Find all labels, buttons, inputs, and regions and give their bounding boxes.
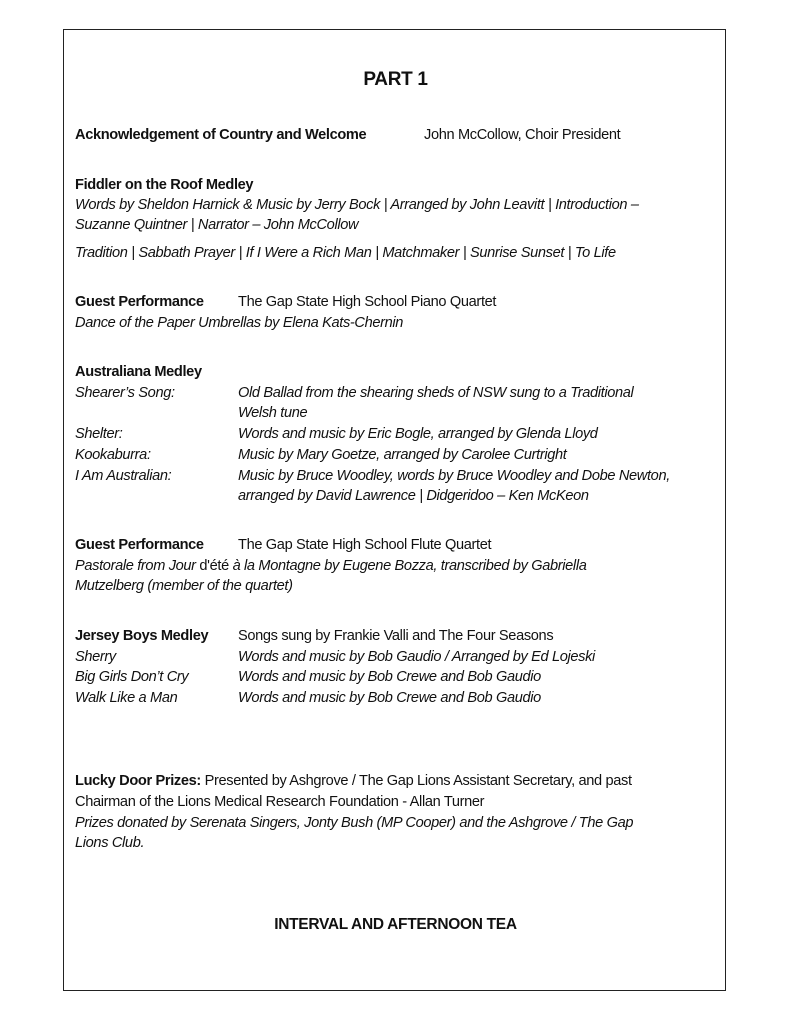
fiddler-songs: Tradition | Sabbath Prayer | If I Were a Rich Man | Matchmaker | Sunrise Sunset | To Life xyxy=(75,245,616,261)
australiana-heading: Australiana Medley xyxy=(75,364,202,380)
prizes-line1 xyxy=(75,771,632,791)
interval-heading: INTERVAL AND AFTERNOON TEA xyxy=(274,916,517,933)
fiddler-credits-line2: Suzanne Quintner | Narrator – John McCollow xyxy=(75,217,359,233)
page-border xyxy=(63,29,726,991)
australiana-song: Shelter: xyxy=(75,426,123,442)
page-title: PART 1 xyxy=(363,69,428,90)
welcome-presenter: John McCollow, Choir President xyxy=(424,127,621,143)
guest1-label: Guest Performance xyxy=(75,294,204,310)
australiana-desc: arranged by David Lawrence | Didgeridoo – Ken McKeon xyxy=(238,488,589,504)
australiana-desc: Music by Bruce Woodley, words by Bruce Woodley and Dobe Newton, xyxy=(238,468,670,484)
jersey-heading: Jersey Boys Medley xyxy=(75,628,209,644)
fiddler-credits-line1: Words by Sheldon Harnick & Music by Jerry Bock | Arranged by John Leavitt | Introduction – xyxy=(75,197,639,213)
guest2-piece-a: Pastorale from Jour xyxy=(75,558,200,574)
guest2-label: Guest Performance xyxy=(75,537,204,553)
jersey-song: Walk Like a Man xyxy=(75,690,178,706)
prizes-label: Lucky Door Prizes: xyxy=(75,773,201,789)
prizes-donors-line1: Prizes donated by Serenata Singers, Jonty Bush (MP Cooper) and the Ashgrove / The Gap xyxy=(75,815,634,831)
jersey-desc: Words and music by Bob Gaudio / Arranged by Ed Lojeski xyxy=(238,649,595,665)
guest2-piece-b: d'été xyxy=(199,558,233,574)
guest1-piece: Dance of the Paper Umbrellas by Elena Kats-Chernin xyxy=(75,315,404,331)
australiana-song: Kookaburra: xyxy=(75,447,151,463)
guest2-piece-c: à la Montagne by Eugene Bozza, transcribed by Gabriella xyxy=(232,558,587,574)
guest2-performer: The Gap State High School Flute Quartet xyxy=(238,537,492,553)
guest2-piece-line2: Mutzelberg (member of the quartet) xyxy=(75,578,293,594)
prizes-line2: Chairman of the Lions Medical Research Foundation - Allan Turner xyxy=(75,794,485,810)
guest2-piece-line1 xyxy=(75,556,587,576)
australiana-desc: Old Ballad from the shearing sheds of NSW sung to a Traditional xyxy=(238,385,634,401)
guest1-performer: The Gap State High School Piano Quartet xyxy=(238,294,497,310)
welcome-label: Acknowledgement of Country and Welcome xyxy=(75,127,367,143)
australiana-song: Shearer’s Song: xyxy=(75,385,175,401)
australiana-desc: Words and music by Eric Bogle, arranged by Glenda Lloyd xyxy=(238,426,598,442)
australiana-song: I Am Australian: xyxy=(75,468,172,484)
fiddler-heading: Fiddler on the Roof Medley xyxy=(75,177,254,193)
prizes-donors-line2: Lions Club. xyxy=(75,835,145,851)
jersey-song: Big Girls Don’t Cry xyxy=(75,669,189,685)
jersey-desc: Words and music by Bob Crewe and Bob Gaudio xyxy=(238,690,541,706)
jersey-desc: Words and music by Bob Crewe and Bob Gaudio xyxy=(238,669,541,685)
jersey-subtitle: Songs sung by Frankie Valli and The Four Seasons xyxy=(238,628,554,644)
australiana-desc: Welsh tune xyxy=(238,405,308,421)
prizes-text: Presented by Ashgrove / The Gap Lions Assistant Secretary, and past xyxy=(200,773,632,789)
jersey-song: Sherry xyxy=(75,649,116,665)
australiana-desc: Music by Mary Goetze, arranged by Carolee Curtright xyxy=(238,447,567,463)
